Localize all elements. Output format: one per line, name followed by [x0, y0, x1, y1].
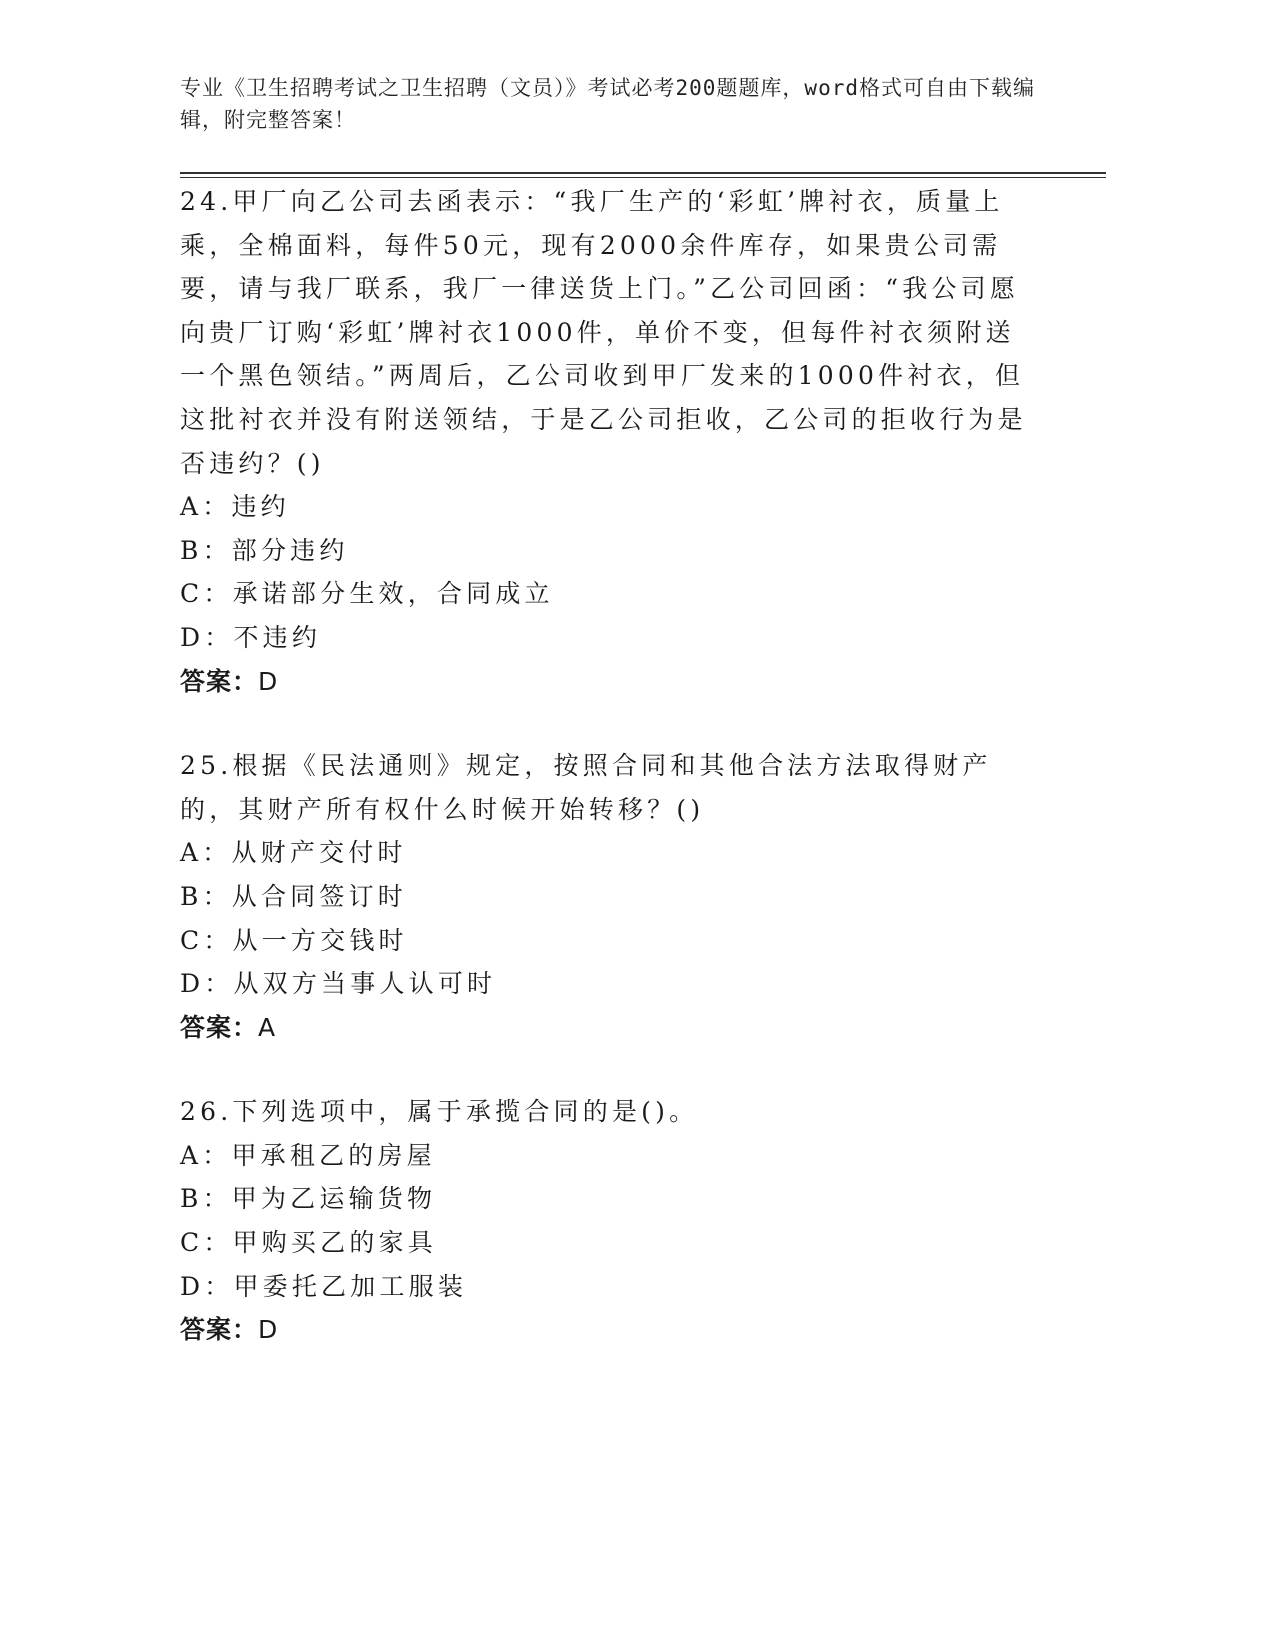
answer-label: 答案： [180, 1012, 259, 1042]
answer-value: D [258, 666, 279, 696]
option-d: D：不违约 [180, 622, 322, 652]
option-b: B：甲为乙运输货物 [180, 1184, 437, 1214]
option-a: A：违约 [180, 492, 290, 522]
answer-line [180, 660, 1040, 704]
question-stem: 25.根据《民法通则》规定，按照合同和其他合法方法取得财产的，其财产所有权什么时候开始转移？() [180, 751, 992, 824]
question-24 [180, 180, 1040, 703]
answer-value: A [258, 1012, 277, 1042]
question-25 [180, 744, 1040, 1049]
option-d: D：甲委托乙加工服装 [180, 1271, 468, 1301]
page-header: 专业《卫生招聘考试之卫生招聘（文员）》考试必考200题题库，word格式可自由下载编辑，附完整答案！ [180, 76, 1035, 132]
answer-value: D [258, 1315, 279, 1345]
option-c: C：从一方交钱时 [180, 925, 408, 955]
answer-label: 答案： [180, 666, 259, 696]
question-26 [180, 1090, 1040, 1352]
answer-line [180, 1308, 1040, 1352]
header-rule-thin [180, 177, 1106, 178]
option-d: D：从双方当事人认可时 [180, 969, 497, 999]
question-stem: 24.甲厂向乙公司去函表示：“我厂生产的‘彩虹’牌衬衣，质量上乘，全棉面料，每件50元，现有2000余件库存，如果贵公司需要，请与我厂联系，我厂一律送货上门。”乙公司回函：“我公司愿向贵厂订购‘彩虹’牌衬衣1000件，单价不变，但每件衬衣须附送一个黑色领结。”两周后，乙公司收到甲厂发来的1000件衬衣，但这批衬衣并没有附送领结，于是乙公司拒收，乙公司的拒收行为是否违约？() [180, 187, 1027, 478]
header-rule-thick [180, 172, 1106, 174]
option-c: C：甲购买乙的家具 [180, 1228, 437, 1258]
option-a: A：从财产交付时 [180, 838, 407, 868]
option-c: C：承诺部分生效，合同成立 [180, 579, 554, 609]
option-a: A：甲承租乙的房屋 [180, 1140, 436, 1170]
answer-label: 答案： [180, 1315, 259, 1345]
option-b: B：部分违约 [180, 535, 349, 565]
question-stem: 26.下列选项中，属于承揽合同的是()。 [180, 1097, 699, 1127]
option-b: B：从合同签订时 [180, 881, 407, 911]
question-list [180, 180, 1040, 1393]
answer-line [180, 1006, 1040, 1050]
